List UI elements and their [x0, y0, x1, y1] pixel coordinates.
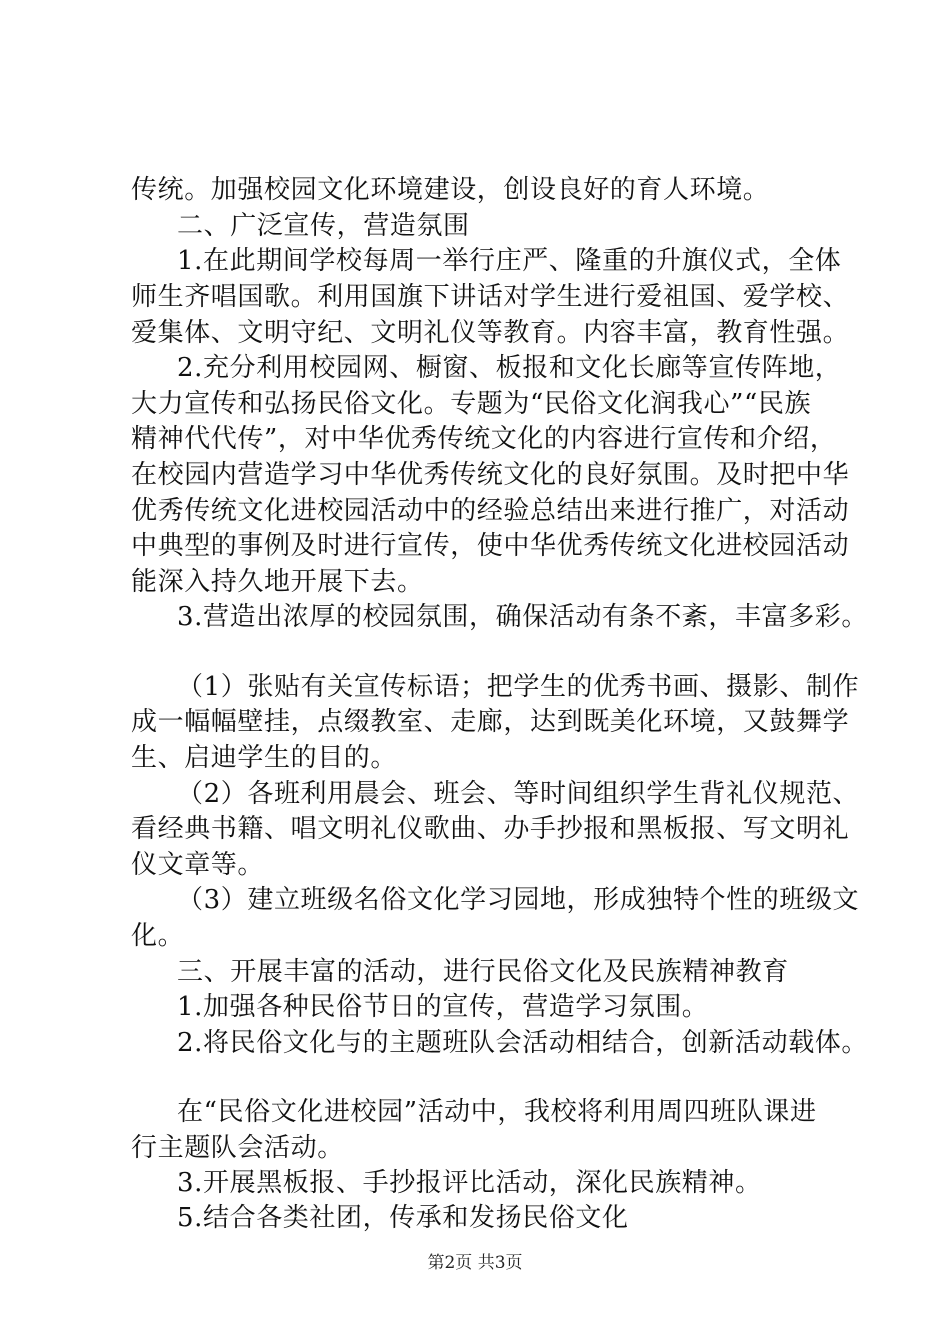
- text-line: 5.结合各类社团，传承和发扬民俗文化: [177, 1203, 629, 1233]
- text-line: 大力宣传和弘扬民俗文化。专题为“民俗文化润我心”“民族: [131, 389, 812, 419]
- text-line: 成一幅幅壁挂，点缀教室、走廊，达到既美化环境，又鼓舞学: [131, 707, 850, 737]
- page-footer: [0, 1252, 950, 1274]
- text-line: 精神代代传”，对中华优秀传统文化的内容进行宣传和介绍，: [131, 424, 837, 454]
- text-line: 生、启迪学生的目的。: [131, 743, 398, 773]
- text-line: 2.充分利用校园网、橱窗、板报和文化长廊等宣传阵地，: [177, 353, 842, 383]
- text-line: 中典型的事例及时进行宣传，使中华优秀传统文化进校园活动: [131, 531, 850, 561]
- text-line: 在校园内营造学习中华优秀传统文化的良好氛围。及时把中华: [131, 460, 850, 490]
- text-line: （2）各班利用晨会、班会、等时间组织学生背礼仪规范、: [177, 779, 860, 809]
- text-line: 在“民俗文化进校园”活动中，我校将利用周四班队课进: [177, 1097, 817, 1127]
- text-line: 3.开展黑板报、手抄报评比活动，深化民族精神。: [177, 1168, 762, 1198]
- text-line: 化。: [131, 921, 185, 951]
- text-line: 1.加强各种民俗节日的宣传，营造学习氛围。: [177, 992, 709, 1022]
- text-line: （1）张贴有关宣传标语；把学生的优秀书画、摄影、制作: [177, 672, 860, 702]
- section-heading: 三、开展丰富的活动，进行民俗文化及民族精神教育: [177, 957, 789, 987]
- page-number-label: 第2页 共3页: [427, 1253, 523, 1273]
- text-line: 能深入持久地开展下去。: [131, 567, 424, 597]
- section-heading: 二、广泛宣传，营造氛围: [177, 211, 470, 241]
- text-line: 传统。加强校园文化环境建设，创设良好的育人环境。: [131, 175, 770, 205]
- text-line: 3.营造出浓厚的校园氛围，确保活动有条不紊，丰富多彩。: [177, 602, 869, 632]
- text-line: 师生齐唱国歌。利用国旗下讲话对学生进行爱祖国、爱学校、: [131, 282, 850, 312]
- text-line: 看经典书籍、唱文明礼仪歌曲、办手抄报和黑板报、写文明礼: [131, 814, 850, 844]
- text-line: 爱集体、文明守纪、文明礼仪等教育。内容丰富，教育性强。: [131, 318, 850, 348]
- text-line: 仪文章等。: [131, 850, 265, 880]
- text-line: 优秀传统文化进校园活动中的经验总结出来进行推广，对活动: [131, 496, 850, 526]
- text-line: （3）建立班级名俗文化学习园地，形成独特个性的班级文: [177, 885, 860, 915]
- text-line: 行主题队会活动。: [131, 1133, 344, 1163]
- text-line: 2.将民俗文化与的主题班队会活动相结合，创新活动载体。: [177, 1028, 869, 1058]
- text-line: 1.在此期间学校每周一举行庄严、隆重的升旗仪式，全体: [177, 246, 842, 276]
